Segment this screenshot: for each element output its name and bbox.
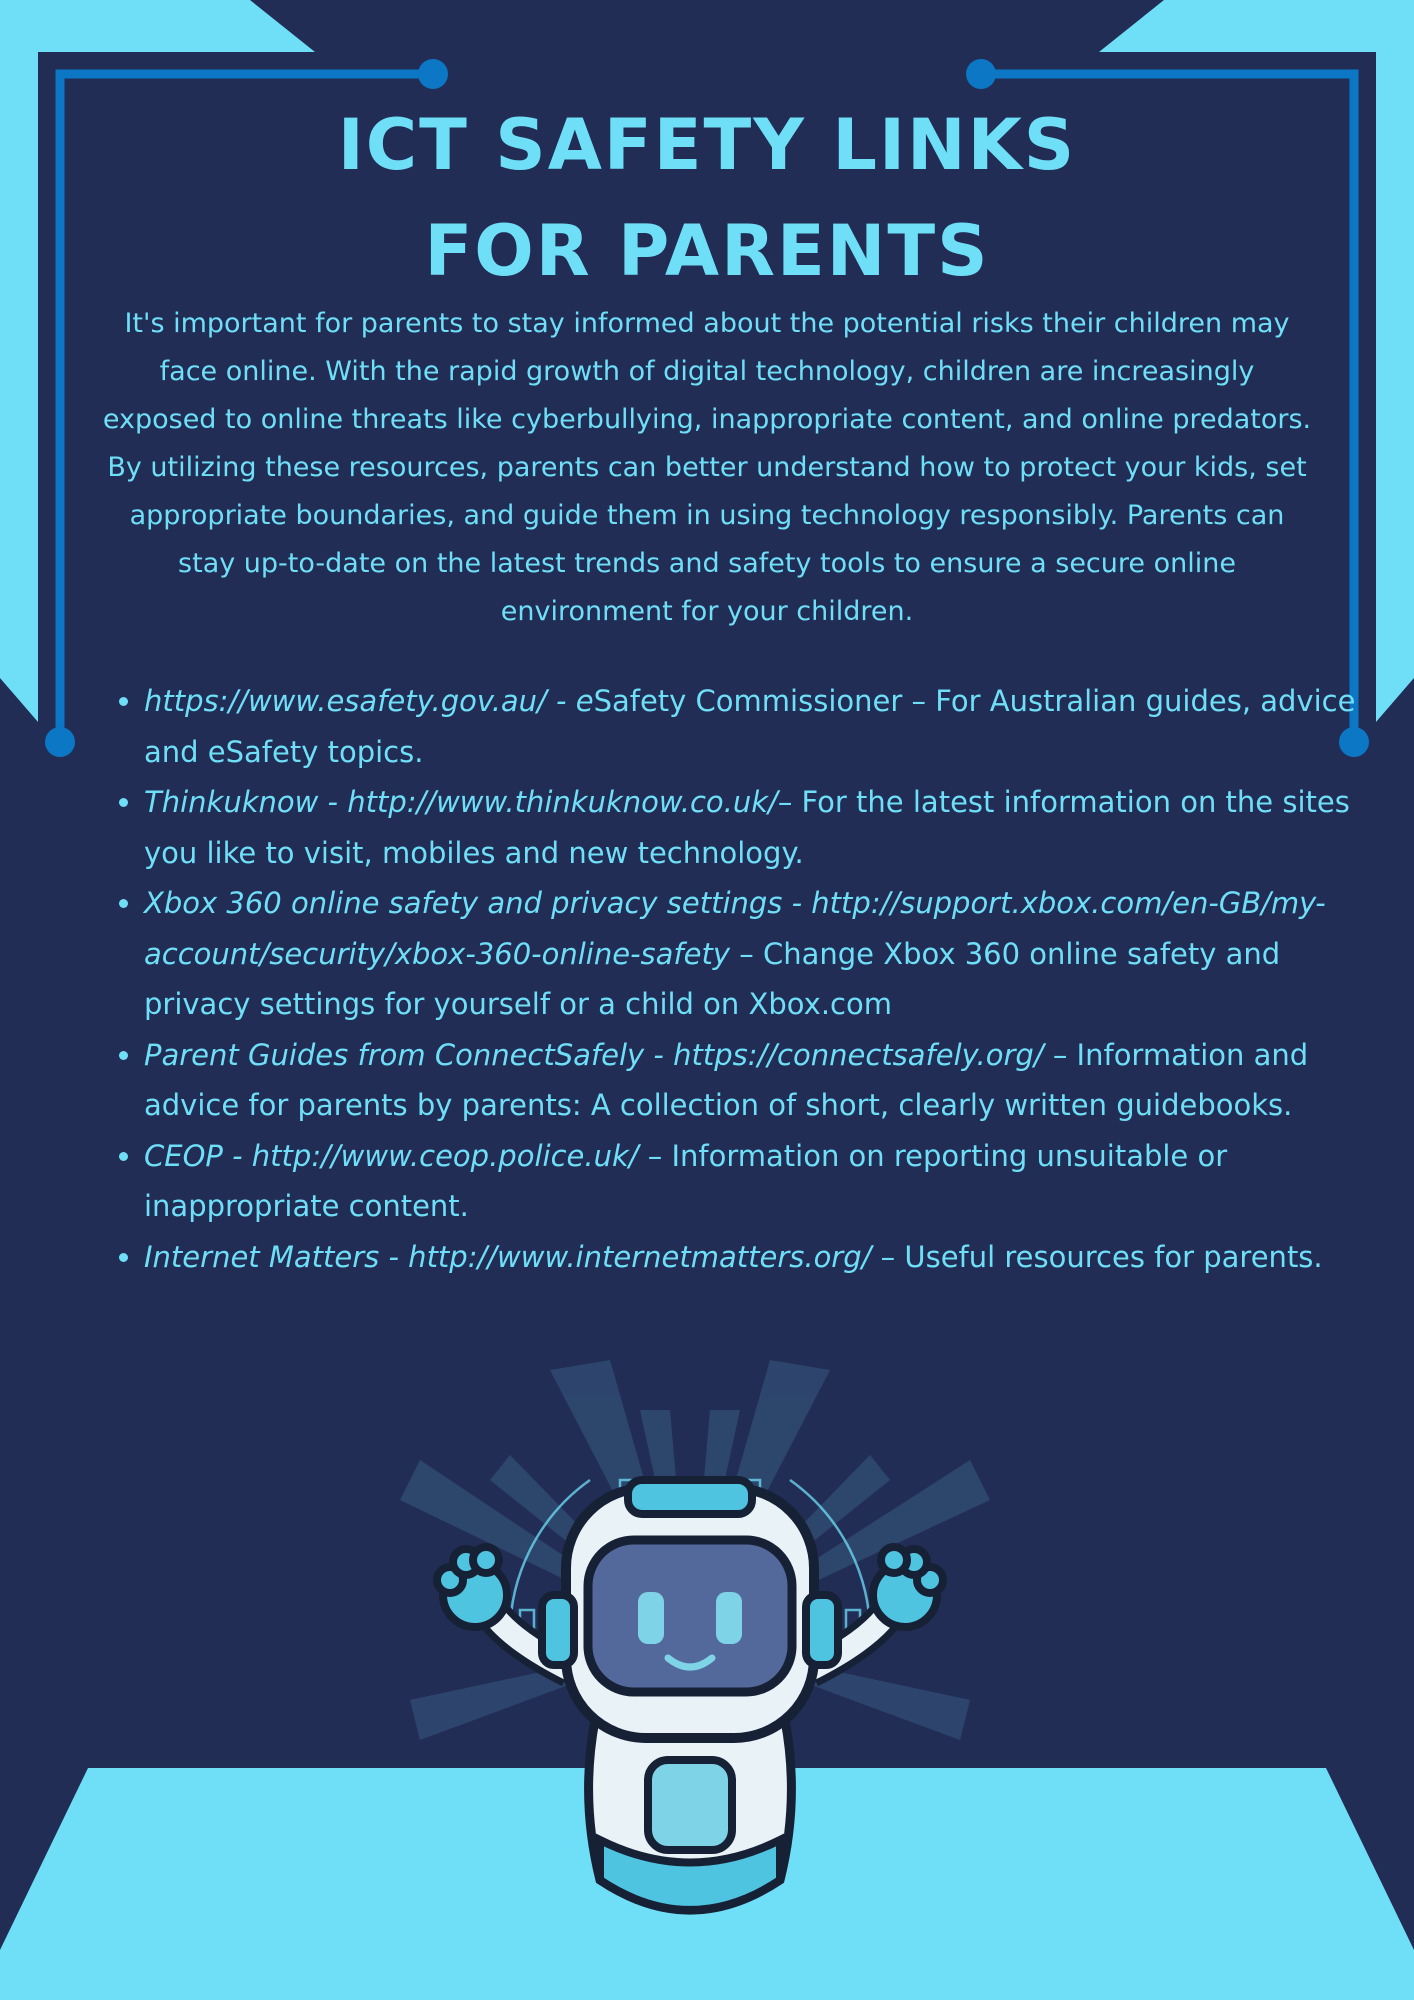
link-description: Safety Commissioner – For Australian guides, advice and eSafety topics. — [144, 684, 1356, 769]
title-line-2: FOR PARENTS — [424, 210, 990, 292]
link-description: – Information on reporting unsuitable or inappropriate content. — [144, 1138, 1228, 1223]
link-description: – Useful resources for parents. — [871, 1239, 1323, 1274]
list-item — [144, 1232, 1394, 1283]
robot-body — [589, 1720, 792, 1910]
link-text[interactable]: Parent Guides from ConnectSafely - https://connectsafely.org/ — [144, 1037, 1044, 1072]
frame-node — [418, 59, 448, 89]
robot-head — [542, 1480, 838, 1738]
link-description: – Change Xbox 360 online safety and privacy settings for yourself or a child on Xbox.com — [144, 936, 1281, 1021]
list-item — [144, 878, 1394, 1030]
resource-list — [104, 676, 1394, 1282]
robot-mascot-icon — [380, 1340, 1000, 1940]
list-item — [144, 1030, 1394, 1131]
list-item — [144, 676, 1394, 777]
list-item — [144, 777, 1394, 878]
link-text[interactable]: Internet Matters - http://www.internetmatters.org/ — [144, 1239, 872, 1274]
link-text[interactable]: CEOP - http://www.ceop.police.uk/ — [144, 1138, 639, 1173]
list-item — [144, 1131, 1394, 1232]
frame-node — [45, 727, 75, 757]
link-description: – Information and advice for parents by parents: A collection of short, clearly written guidebooks. — [144, 1037, 1309, 1122]
page-title — [0, 92, 1414, 304]
frame-node — [966, 59, 996, 89]
title-line-1: ICT SAFETY LINKS — [337, 104, 1077, 186]
intro-paragraph: It's important for parents to stay informed about the potential risks their children may face online. With the rapid growth of digital technology, children are increasingly exposed to online threats like cyberbullying, inappropriate content, and online predators. By utilizing these resources, parents can better understand how to protect your kids, set appropriate boundaries, and guide them in using technology responsibly. Parents can stay up-to-date on the latest trends and safety tools to ensure a secure online environment for your children. — [102, 308, 1312, 627]
link-description: – For the latest information on the sites you like to visit, mobiles and new technology. — [144, 785, 1350, 870]
link-text[interactable]: Thinkuknow - http://www.thinkuknow.co.uk/ — [144, 785, 778, 819]
link-text[interactable]: Xbox 360 online safety and privacy settings - http://support.xbox.com/en-GB/my-account/security/xbox-360-online-safety — [144, 886, 1326, 971]
link-text[interactable]: https://www.esafety.gov.au/ - e — [144, 684, 594, 718]
